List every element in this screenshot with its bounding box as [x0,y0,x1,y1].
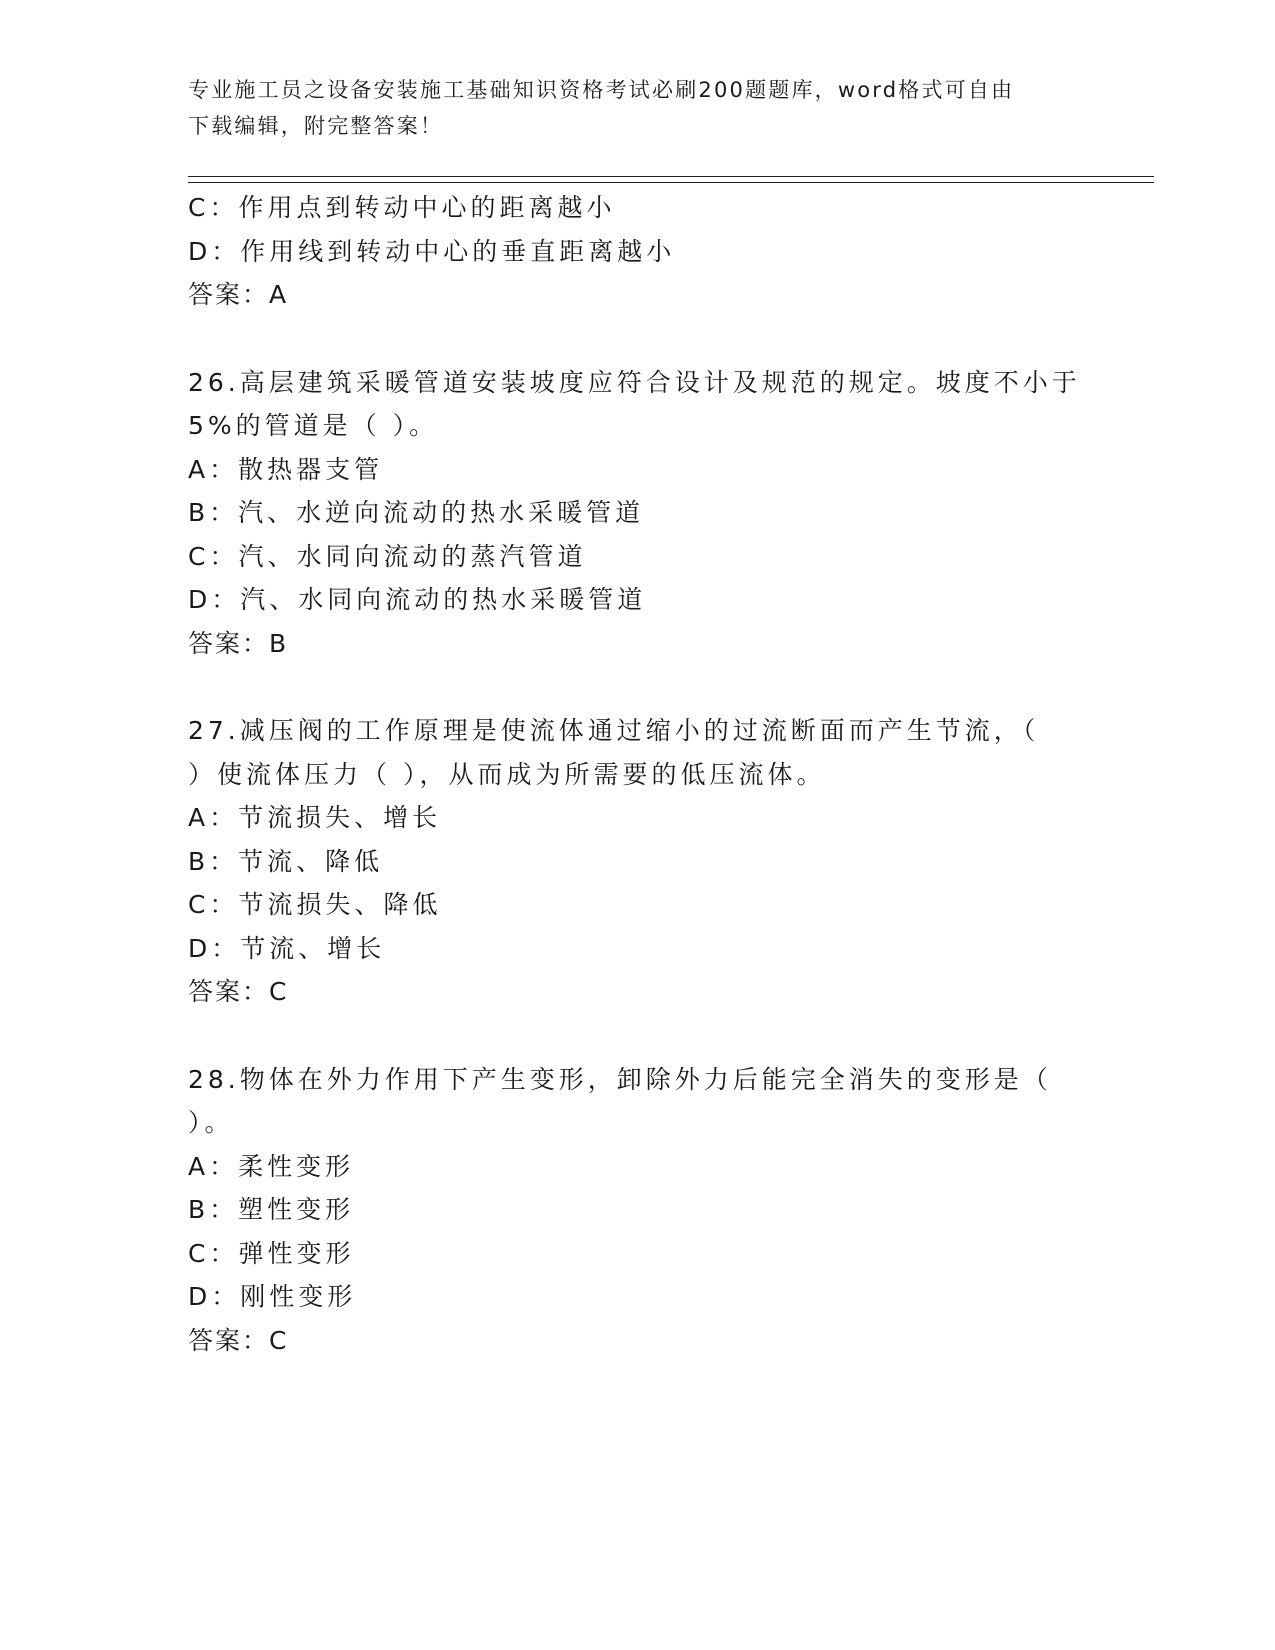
question-28-text-cont: ）。 [188,1108,234,1137]
q28-option-c: C：弹性变形 [188,1239,355,1268]
document-header [188,72,1068,144]
q28-option-a: A：柔性变形 [188,1152,355,1181]
answer: 答案：A [188,280,289,309]
header-line-1: 专业施工员之设备安装施工基础知识资格考试必刷200题题库，word格式可自由 [188,78,1015,102]
header-line-2: 下载编辑，附完整答案！ [188,114,444,138]
question-26-text-cont: 5%的管道是（ ）。 [188,411,439,440]
q28-option-b: B：塑性变形 [188,1195,355,1224]
question-26-text: 26.高层建筑采暖管道安装坡度应符合设计及规范的规定。坡度不小于 [188,368,1081,397]
option-d: D：作用线到转动中心的垂直距离越小 [188,237,676,266]
q26-answer: 答案：B [188,629,289,658]
q26-option-c: C：汽、水同向流动的蒸汽管道 [188,542,587,571]
header-divider-bottom [188,182,1154,183]
q26-option-b: B：汽、水逆向流动的热水采暖管道 [188,498,645,527]
q27-option-d: D：节流、增长 [188,934,386,963]
q27-option-a: A：节流损失、增长 [188,803,442,832]
question-28-text: 28.物体在外力作用下产生变形，卸除外力后能完全消失的变形是（ [188,1065,1052,1094]
option-c: C：作用点到转动中心的距离越小 [188,193,616,222]
q27-answer: 答案：C [188,977,289,1006]
q26-option-d: D：汽、水同向流动的热水采暖管道 [188,585,647,614]
q27-option-b: B：节流、降低 [188,847,384,876]
header-divider-top [188,176,1154,177]
q28-option-d: D：刚性变形 [188,1282,357,1311]
q28-answer: 答案：C [188,1326,289,1355]
q27-option-c: C：节流损失、降低 [188,890,442,919]
question-27-text-cont: ）使流体压力（ ），从而成为所需要的低压流体。 [188,760,826,789]
question-27-text: 27.减压阀的工作原理是使流体通过缩小的过流断面而产生节流，（ [188,716,1040,745]
q26-option-a: A：散热器支管 [188,455,384,484]
